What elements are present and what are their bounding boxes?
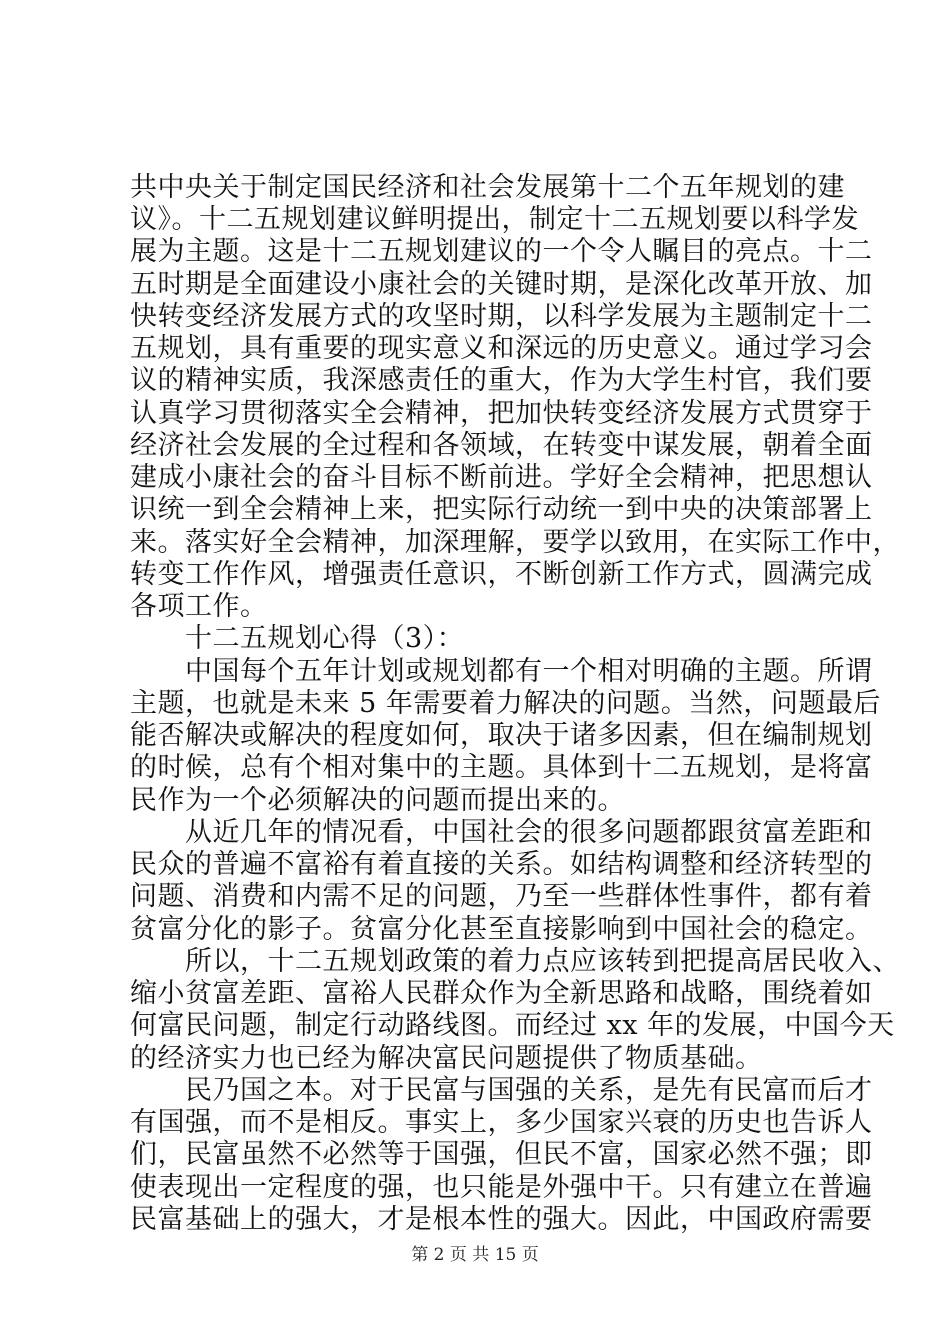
text-line: 议的精神实质，我深感责任的重大，作为大学生村官，我们要 <box>130 365 873 397</box>
page-footer: 第 2 页 共 15 页 <box>411 1245 539 1265</box>
text-line: 何富民问题，制定行动路线图。而经过 xx 年的发展，中国今天 <box>130 1010 895 1042</box>
text-line: 的时候，总有个相对集中的主题。具体到十二五规划，是将富 <box>130 752 873 784</box>
text-line: 识统一到全会精神上来，把实际行动统一到中央的决策部署上 <box>130 494 873 526</box>
text-line: 民乃国之本。对于民富与国强的关系，是先有民富而后才 <box>130 1074 873 1106</box>
text-line: 有国强，而不是相反。事实上，多少国家兴衰的历史也告诉人 <box>130 1107 873 1139</box>
text-line: 民作为一个必须解决的问题而提出来的。 <box>130 784 625 816</box>
text-line: 所以，十二五规划政策的着力点应该转到把提高居民收入、 <box>130 945 900 977</box>
text-line: 问题、消费和内需不足的问题，乃至一些群体性事件，都有着 <box>130 881 873 913</box>
text-line: 贫富分化的影子。贫富分化甚至直接影响到中国社会的稳定。 <box>130 913 873 945</box>
text-line: 中国每个五年计划或规划都有一个相对明确的主题。所谓 <box>130 655 873 687</box>
text-line: 建成小康社会的奋斗目标不断前进。学好全会精神，把思想认 <box>130 462 873 494</box>
text-line: 们，民富虽然不必然等于国强，但民不富，国家必然不强；即 <box>130 1139 873 1171</box>
text-line: 转变工作作风，增强责任意识，不断创新工作方式，圆满完成 <box>130 558 873 590</box>
text-line: 认真学习贯彻落实全会精神，把加快转变经济发展方式贯穿于 <box>130 397 873 429</box>
text-line: 民富基础上的强大，才是根本性的强大。因此，中国政府需要 <box>130 1203 873 1235</box>
text-line: 来。落实好全会精神，加深理解，要学以致用，在实际工作中， <box>130 526 900 558</box>
text-line: 使表现出一定程度的强，也只能是外强中干。只有建立在普遍 <box>130 1171 873 1203</box>
text-line: 议》。十二五规划建议鲜明提出，制定十二五规划要以科学发 <box>130 204 859 236</box>
text-line: 各项工作。 <box>130 591 268 623</box>
text-line: 的经济实力也已经为解决富民问题提供了物质基础。 <box>130 1042 763 1074</box>
text-line: 五规划，具有重要的现实意义和深远的历史意义。通过学习会 <box>130 333 873 365</box>
text-line: 共中央关于制定国民经济和社会发展第十二个五年规划的建 <box>130 172 845 203</box>
text-line: 展为主题。这是十二五规划建议的一个令人瞩目的亮点。十二 <box>130 236 873 268</box>
text-line: 民众的普遍不富裕有着直接的关系。如结构调整和经济转型的 <box>130 849 873 881</box>
text-line: 从近几年的情况看，中国社会的很多问题都跟贫富差距和 <box>130 816 873 848</box>
text-line: 缩小贫富差距、富裕人民群众作为全新思路和战略，围绕着如 <box>130 978 873 1010</box>
section-heading: 十二五规划心得（3）： <box>130 623 465 655</box>
text-line: 主题，也就是未来 5 年需要着力解决的问题。当然，问题最后 <box>130 687 881 719</box>
text-line: 经济社会发展的全过程和各领域，在转变中谋发展，朝着全面 <box>130 429 873 461</box>
text-line: 快转变经济发展方式的攻坚时期，以科学发展为主题制定十二 <box>130 300 873 332</box>
text-line: 能否解决或解决的程度如何，取决于诸多因素，但在编制规划 <box>130 720 873 752</box>
text-line: 五时期是全面建设小康社会的关键时期，是深化改革开放、加 <box>130 268 873 300</box>
